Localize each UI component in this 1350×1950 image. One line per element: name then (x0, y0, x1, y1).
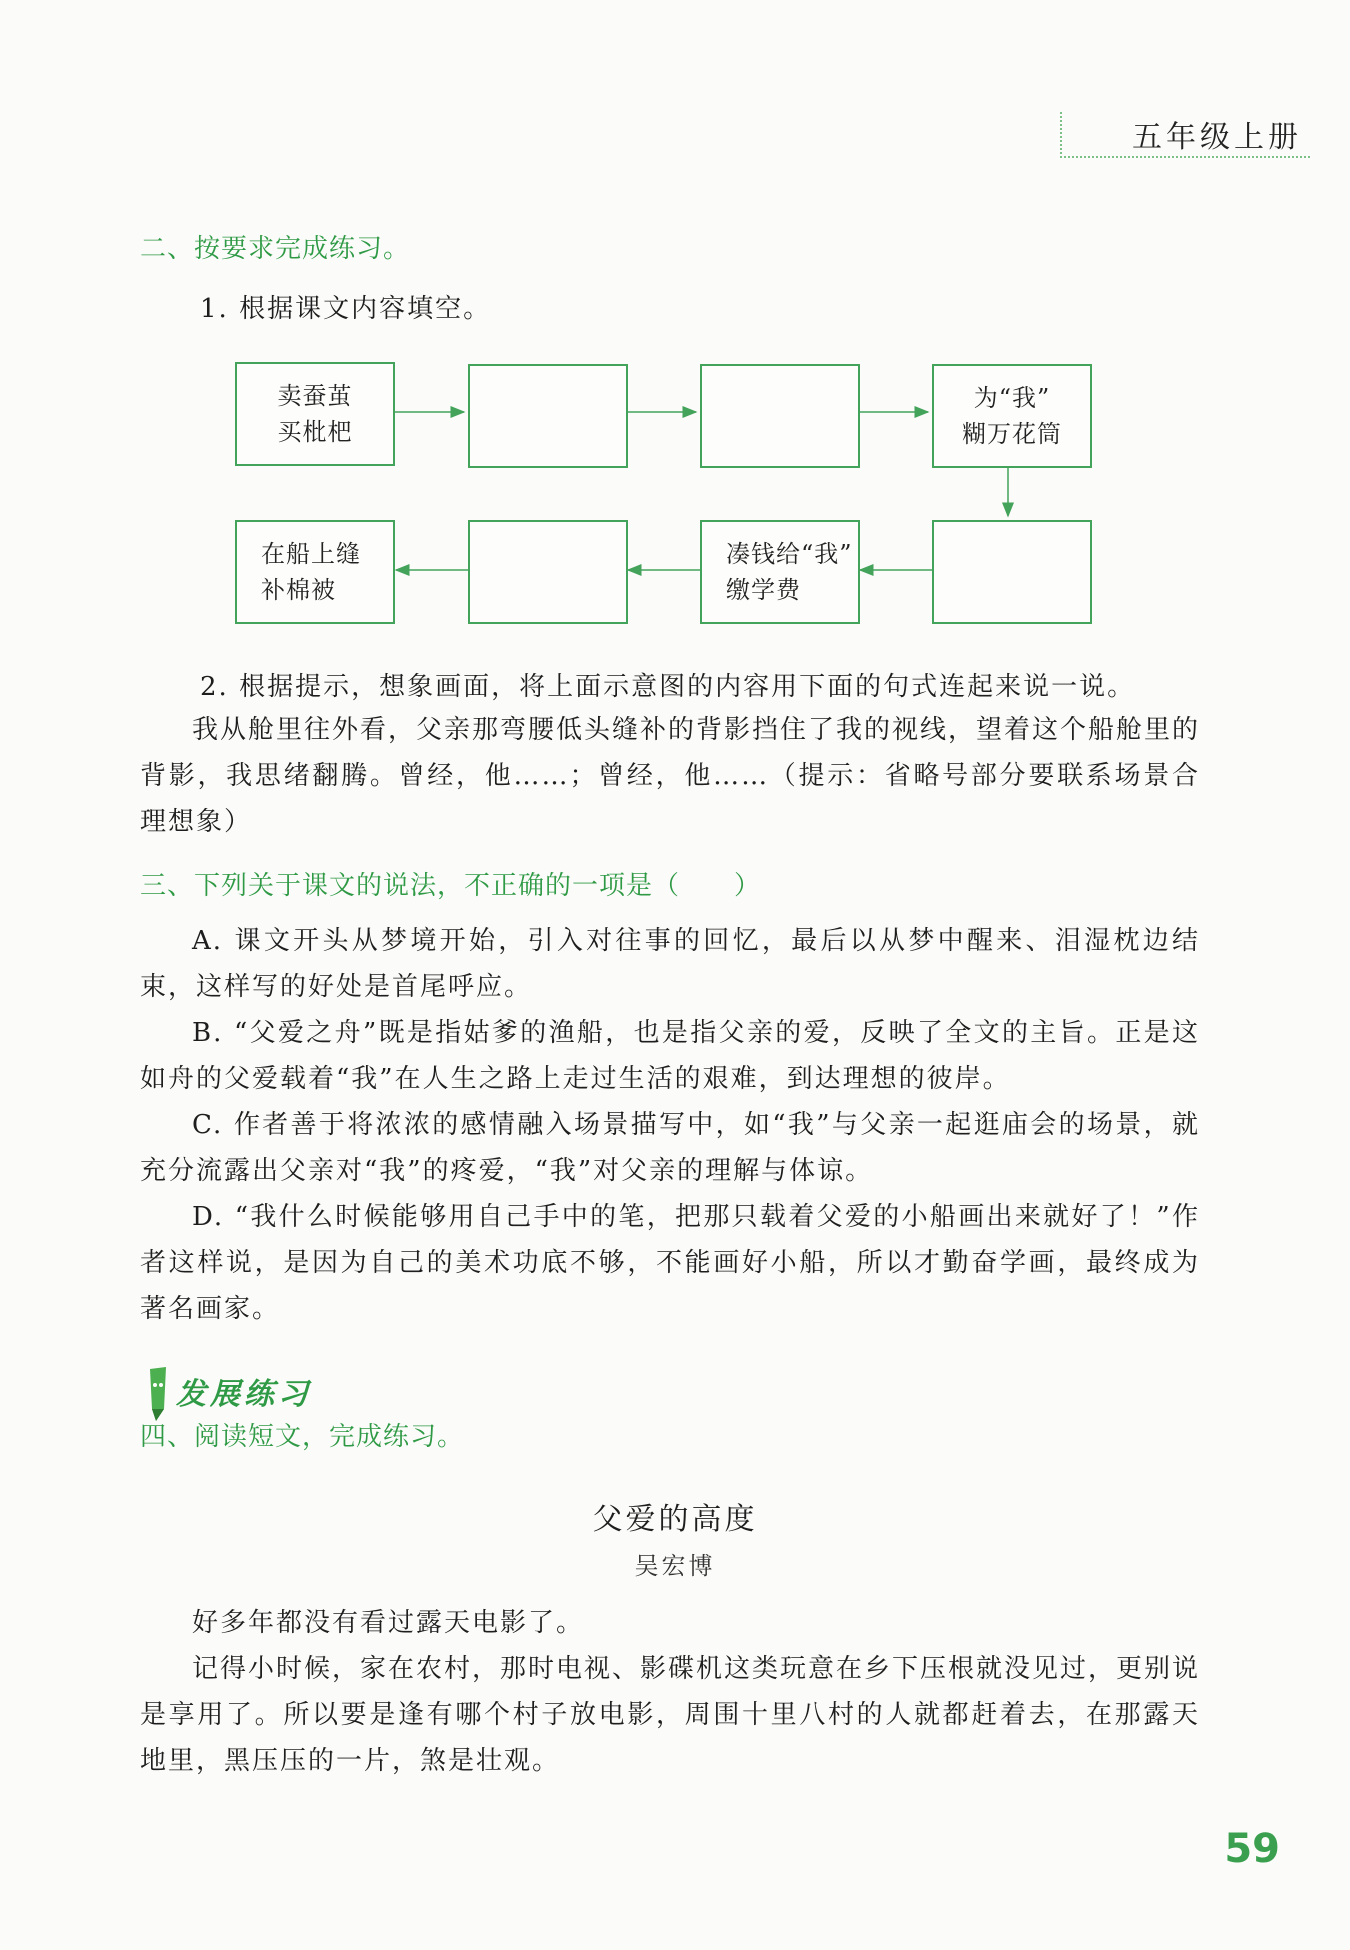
option-b[interactable]: B. “父爱之舟”既是指姑爹的渔船，也是指父亲的爱，反映了全文的主旨。正是这如舟的父爱载着“我”在人生之路上走过生活的艰难，到达理想的彼岸。 (140, 1018, 1200, 1094)
diagram-box-1: 卖蚕茧 买枇杷 (235, 362, 395, 466)
diagram-box-3-blank[interactable] (700, 364, 860, 468)
question-1: 1. 根据课文内容填空。 (200, 294, 492, 324)
option-c[interactable]: C. 作者善于将浓浓的感情融入场景描写中，如“我”与父亲一起逛庙会的场景，就充分流露出父亲对“我”的疼爱，“我”对父亲的理解与体谅。 (140, 1110, 1200, 1186)
article-paragraph-1: 好多年都没有看过露天电影了。 (192, 1608, 585, 1638)
development-title: 发展练习 (176, 1377, 312, 1412)
diagram-box-7-blank[interactable] (468, 520, 628, 624)
option-a[interactable]: A. 课文开头从梦境开始，引入对往事的回忆，最后以从梦中醒来、泪湿枕边结束，这样写的好处是首尾呼应。 (140, 926, 1200, 1002)
question-2-text: 我从舱里往外看，父亲那弯腰低头缝补的背影挡住了我的视线，望着这个船舱里的背影，我思绪翻腾。曾经，他……；曾经，他……（提示：省略号部分要联系场景合理想象） (140, 715, 1201, 837)
diagram-box-8: 在船上缝 补棉被 (235, 520, 395, 624)
article-title: 父爱的高度 (592, 1502, 758, 1537)
article-body (140, 1600, 1200, 1784)
pencil-icon (140, 1365, 174, 1423)
section2-heading: 二、按要求完成练习。 (140, 234, 411, 264)
question-2: 2. 根据提示，想象画面，将上面示意图的内容用下面的句式连起来说一说。 (200, 672, 1136, 702)
section3-heading: 三、下列关于课文的说法，不正确的一项是（ ） (140, 871, 762, 901)
grade-label: 五年级上册 (1132, 120, 1302, 155)
article-author: 吴宏博 (634, 1552, 716, 1580)
flow-diagram (230, 360, 1110, 630)
diagram-box-2-blank[interactable] (468, 364, 628, 468)
diagram-box-6: 凑钱给“我” 缴学费 (700, 520, 860, 624)
section3-options (140, 918, 1200, 1332)
article-paragraph-2: 记得小时候，家在农村，那时电视、影碟机这类玩意在乡下压根就没见过，更别说是享用了。所以要是逢有哪个村子放电影，周围十里八村的人就都赶着去，在那露天地里，黑压压的一片，煞是壮观。 (140, 1654, 1201, 1776)
diagram-box-5-blank[interactable] (932, 520, 1092, 624)
grade-label-box (1060, 112, 1310, 158)
section4-heading: 四、阅读短文，完成练习。 (140, 1422, 465, 1452)
page-number: 59 (1224, 1826, 1280, 1872)
diagram-box-4: 为“我” 糊万花筒 (932, 364, 1092, 468)
option-d[interactable]: D. “我什么时候能够用自己手中的笔，把那只载着父爱的小船画出来就好了！”作者这样说，是因为自己的美术功底不够，不能画好小船，所以才勤奋学画，最终成为著名画家。 (140, 1202, 1200, 1324)
